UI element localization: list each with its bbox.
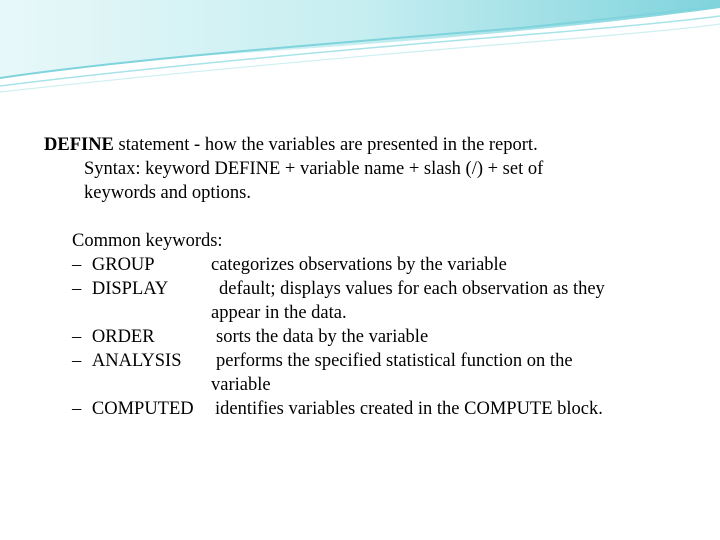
keyword-analysis — [72, 349, 182, 373]
keyword-name: GROUP — [91, 255, 155, 275]
keyword-desc: default; displays values for each observation as they — [219, 279, 605, 299]
keyword-name: COMPUTED — [91, 399, 194, 419]
define-heading-rest: statement - how the variables are presented in the report. — [113, 135, 538, 155]
syntax-line-2: keywords and options. — [84, 183, 251, 203]
keyword-desc-cont: variable — [211, 375, 271, 395]
common-keywords-label: Common keywords: — [72, 231, 223, 251]
keyword-name: ANALYSIS — [91, 351, 182, 371]
keyword-desc: categorizes observations by the variable — [211, 255, 507, 275]
keyword-name: ORDER — [91, 327, 155, 347]
keyword-name: DISPLAY — [91, 279, 169, 299]
keyword-desc-cont: appear in the data. — [211, 303, 347, 323]
define-heading — [44, 133, 538, 157]
bullet-dash: – — [72, 351, 82, 371]
keyword-order — [72, 325, 155, 349]
syntax-line-1: Syntax: keyword DEFINE + variable name + slash (/) + set of — [84, 159, 544, 179]
keyword-desc: performs the specified statistical function on the — [216, 351, 573, 371]
keyword-group — [72, 253, 155, 277]
keyword-computed — [72, 397, 194, 421]
keyword-desc: identifies variables created in the COMPUTE block. — [215, 399, 603, 419]
bullet-dash: – — [72, 327, 82, 347]
define-keyword: DEFINE — [44, 135, 114, 155]
bullet-dash: – — [72, 399, 82, 419]
bullet-dash: – — [72, 279, 82, 299]
keyword-desc: sorts the data by the variable — [216, 327, 429, 347]
bullet-dash: – — [72, 255, 82, 275]
keyword-display — [72, 277, 168, 301]
